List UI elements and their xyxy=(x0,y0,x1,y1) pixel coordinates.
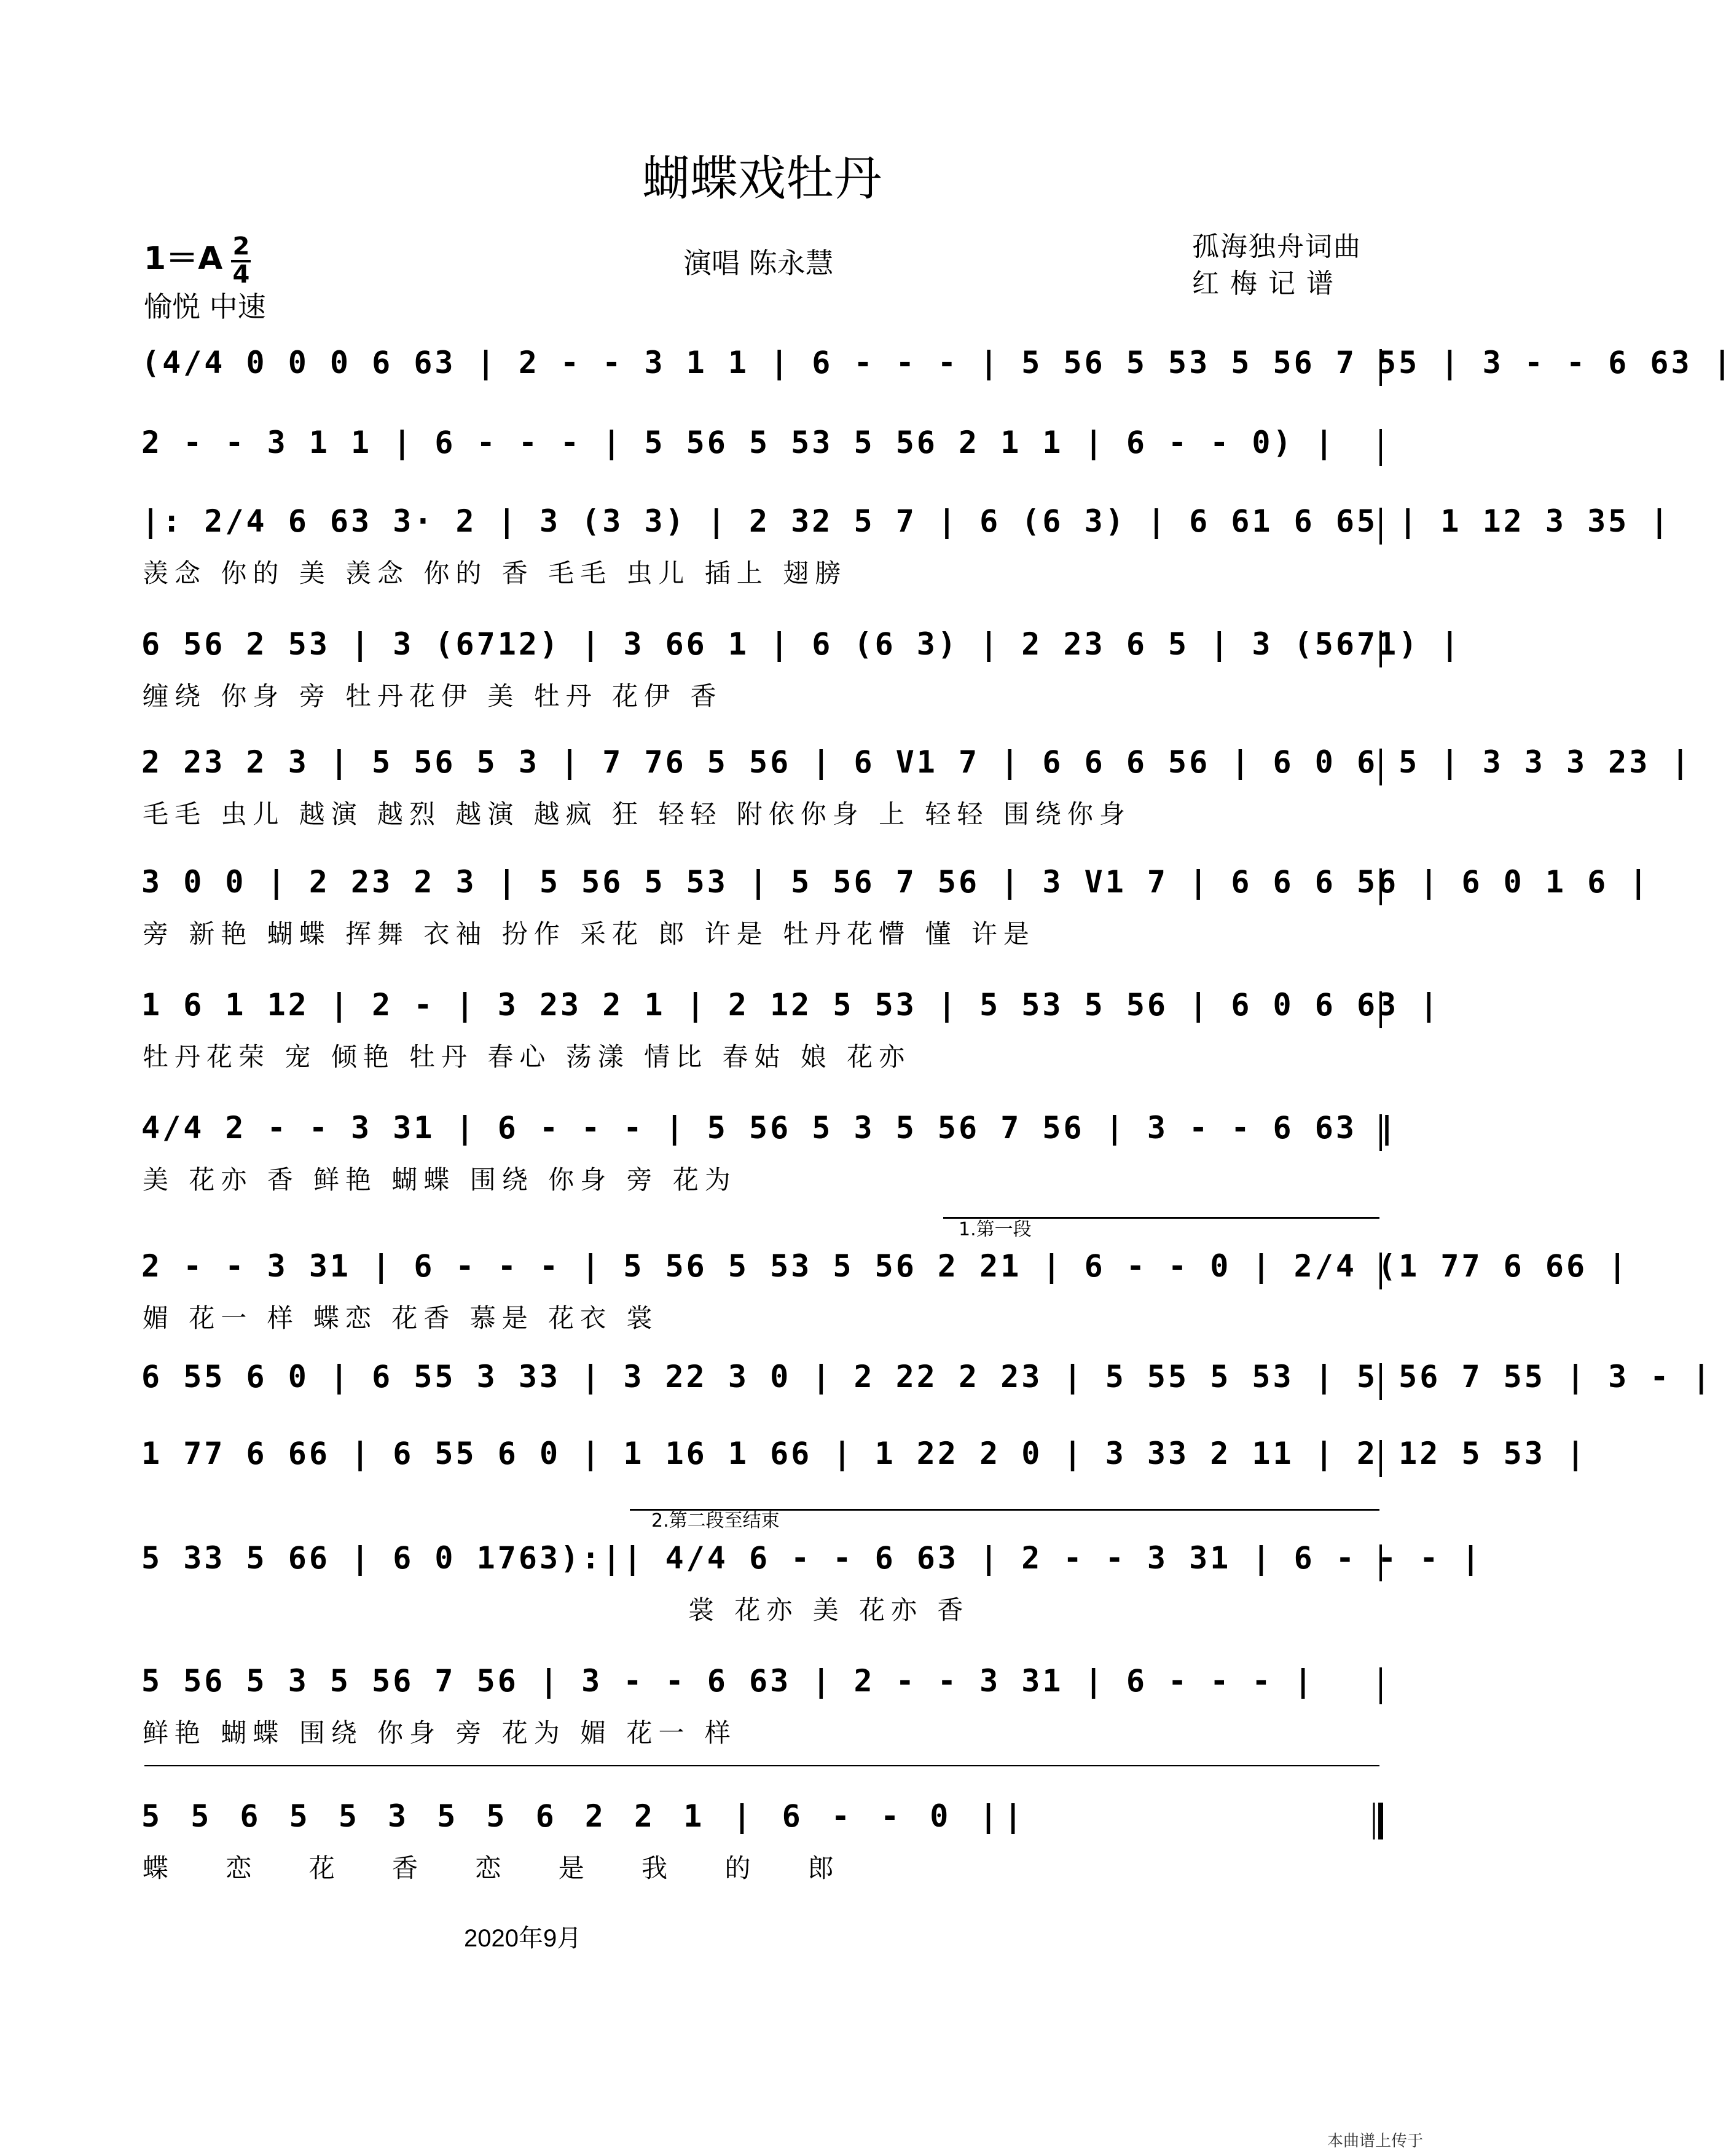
notation-line: 5 5 6 5 5 3 5 5 6 2 2 1 | 6 - - 0 || xyxy=(141,1798,1029,1834)
transcriber-credit: 红 梅 记 谱 xyxy=(1192,268,1335,299)
score-system-6 xyxy=(0,864,1650,993)
score-system-7 xyxy=(0,986,1524,1115)
notation-line: 3 0 0 | 2 23 2 3 | 5 56 5 53 | 5 56 7 56 | 3 V1 7 | 6 6 6 56 | 6 0 1 6 | xyxy=(141,864,1650,900)
notation-line: 5 33 5 66 | 6 0 1763):|| 4/4 6 - - 6 63 | 2 - - 3 31 | 6 - - - | xyxy=(141,1540,1483,1576)
notation-line: (4/4 0 0 0 6 63 | 2 - - 3 1 1 | 6 - - - | 5 56 5 53 5 56 7 55 | 3 - - 6 63 | xyxy=(141,345,1734,380)
page-title: 蝴蝶戏牡丹 xyxy=(641,151,882,207)
notation-line: 4/4 2 - - 3 31 | 6 - - - | 5 56 5 3 5 56 7 56 | 3 - - 6 63 | xyxy=(141,1110,1399,1146)
score-system-13 xyxy=(0,1662,1524,1792)
notation-line: 5 56 5 3 5 56 7 56 | 3 - - 6 63 | 2 - - 3 31 | 6 - - - | xyxy=(141,1663,1315,1699)
date-label: 2020年9月 xyxy=(464,1925,582,1952)
footer-watermark xyxy=(1327,2128,1423,2151)
singer-credit: 演唱 陈永慧 xyxy=(683,246,834,280)
notation-line: 2 - - 3 31 | 6 - - - | 5 56 5 53 5 56 2 21 | 6 - - 0 | 2/4 (1 77 6 66 | xyxy=(141,1248,1630,1284)
score-system-14 xyxy=(0,1798,1524,1927)
composer-credit: 孤海独舟词曲 xyxy=(1192,231,1362,262)
lyrics-line: 媚 花一 样 蝶恋 花香 慕是 花衣 裳 xyxy=(143,1303,659,1333)
notation-line: 1 6 1 12 | 2 - | 3 23 2 1 | 2 12 5 53 | 5 53 5 56 | 6 0 6 63 | xyxy=(141,987,1441,1023)
footer-text: 本曲谱上传于 xyxy=(1327,2132,1424,2150)
notation-line: 6 55 6 0 | 6 55 3 33 | 3 22 3 0 | 2 22 2 23 | 5 55 5 53 | 5 56 7 55 | 3 - | xyxy=(141,1359,1713,1395)
tempo-marking: 愉悦 中速 xyxy=(144,290,266,323)
second-ending-label: 2.第二段至结束 xyxy=(651,1510,780,1532)
lyrics-line: 旁 新艳 蝴蝶 挥舞 衣袖 扮作 采花 郎 许是 牡丹花懵 懂 许是 xyxy=(143,919,1035,949)
notation-line: 6 56 2 53 | 3 (6712) | 3 66 1 | 6 (6 3) | 2 23 6 5 | 3 (5671) | xyxy=(141,626,1462,662)
lyrics-line: 鲜艳 蝴蝶 围绕 你身 旁 花为 媚 花一 样 xyxy=(143,1718,737,1748)
notation-line: 2 - - 3 1 1 | 6 - - - | 5 56 5 53 5 56 2 1 1 | 6 - - 0) | xyxy=(141,425,1336,460)
score-system-9 xyxy=(0,1248,1630,1377)
time-denominator: 4 xyxy=(232,261,250,289)
score-system-5 xyxy=(0,744,1692,873)
lyrics-line: 牡丹花荣 宠 倾艳 牡丹 春心 荡漾 情比 春姑 娘 花亦 xyxy=(143,1042,911,1072)
notation-line: 1 77 6 66 | 6 55 6 0 | 1 16 1 66 | 1 22 2 0 | 3 33 2 11 | 2 12 5 53 | xyxy=(141,1436,1588,1471)
time-numerator: 2 xyxy=(231,234,251,262)
lyrics-line: 缠绕 你身 旁 牡丹花伊 美 牡丹 花伊 香 xyxy=(143,681,723,711)
lyrics-line: 蝶 恋 花 香 恋 是 我 的 郎 xyxy=(143,1853,858,1883)
score-system-12 xyxy=(0,1540,1524,1669)
score-system-3 xyxy=(0,503,1671,632)
score-system-4 xyxy=(0,626,1524,755)
lyrics-line: 毛毛 虫儿 越演 越烈 越演 越疯 狂 轻轻 附依你身 上 轻轻 围绕你身 xyxy=(143,799,1131,829)
time-signature xyxy=(231,234,251,287)
notation-line: 2 23 2 3 | 5 56 5 3 | 7 76 5 56 | 6 V1 7 | 6 6 6 56 | 6 0 6 5 | 3 3 3 23 | xyxy=(141,744,1692,780)
first-ending-label: 1.第一段 xyxy=(959,1219,1032,1240)
score-system-8 xyxy=(0,1109,1524,1238)
final-system-bracket xyxy=(144,1765,1379,1766)
key-signature xyxy=(144,232,251,287)
lyrics-line: 裳 花亦 美 花亦 香 xyxy=(688,1595,970,1625)
lyrics-line: 羡念 你的 美 羡念 你的 香 毛毛 虫儿 插上 翅膀 xyxy=(143,558,847,588)
lyrics-line: 美 花亦 香 鲜艳 蝴蝶 围绕 你身 旁 花为 xyxy=(143,1165,737,1195)
key-label: 1＝A xyxy=(144,240,223,277)
notation-line: |: 2/4 6 63 3· 2 | 3 (3 3) | 2 32 5 7 | 6 (6 3) | 6 61 6 65 | 1 12 3 35 | xyxy=(141,503,1671,539)
